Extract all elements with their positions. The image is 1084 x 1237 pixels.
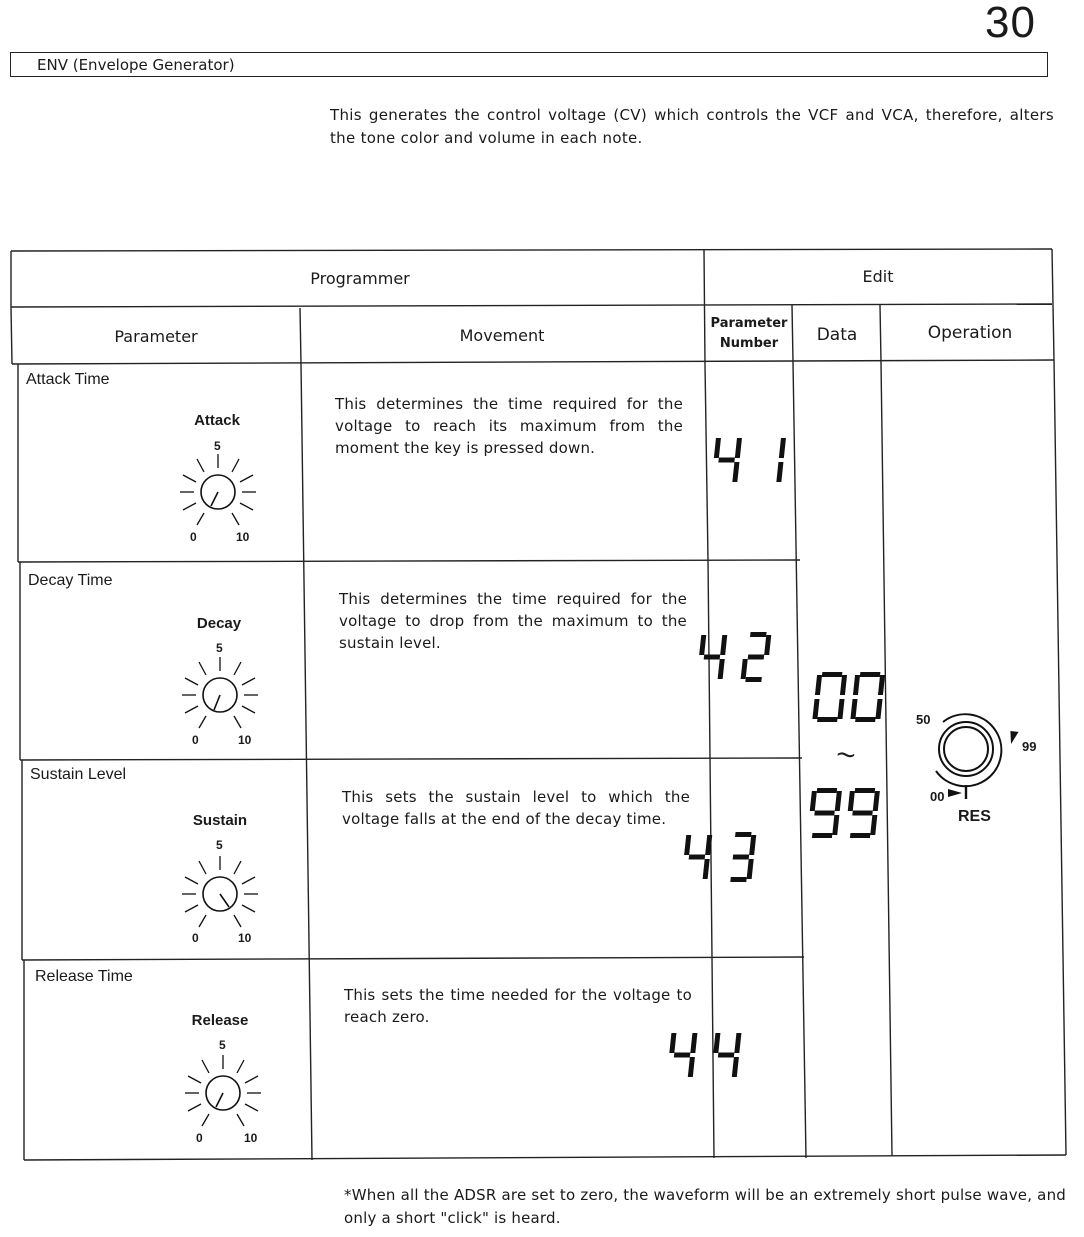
knob-decay-tick-mid: 5 (216, 641, 223, 655)
res-knob-max-label: 99 (1022, 739, 1037, 754)
param-number-44-digit-0-seg-f (669, 1033, 676, 1053)
data-min-digit-0-seg-e (812, 699, 819, 719)
param-number-43-digit-1-seg-g (733, 855, 750, 860)
data-min-digit-1-seg-e (850, 699, 857, 719)
data-max-digit-1-seg-g (852, 811, 873, 816)
data-min-digit-1-seg-d (855, 717, 876, 722)
param-number-43-digit-0-seg-g (689, 855, 706, 860)
knob-label-attack: Attack (194, 412, 240, 429)
header-parameter-number-line2: Number (719, 336, 779, 351)
movement-decay: This determines the time required for the voltage to drop from the maximum to the sustain level. (339, 590, 687, 652)
param-number-44-digit-0-seg-g (674, 1053, 691, 1058)
data-max-digit-0-seg-f (810, 791, 817, 811)
param-number-41-digit-1-seg-b (779, 438, 786, 458)
data-max-digit-0-seg-b (835, 791, 842, 811)
param-number-42-digit-1-seg-g (748, 655, 765, 660)
knob-decay-tick-max: 10 (238, 733, 252, 747)
knob-sustain-tick-min: 0 (192, 931, 199, 945)
param-number-41-digit-0-seg-f (714, 438, 721, 458)
param-number-43-digit-1-seg-d (730, 877, 747, 882)
param-name-attack: Attack Time (26, 371, 110, 388)
data-min-digit-0-seg-f (815, 675, 822, 695)
data-max-digit-1-seg-c (870, 815, 877, 835)
data-min-digit-0-seg-b (840, 675, 847, 695)
res-knob-mid-label: 50 (916, 712, 931, 727)
res-knob-min-label: 00 (930, 789, 945, 804)
header-parameter-number-line1: Parameter (710, 316, 788, 331)
data-min-digit-1-seg-f (853, 675, 860, 695)
param-number-41-digit-0-seg-g (718, 458, 735, 463)
knob-label-sustain: Sustain (192, 812, 248, 829)
param-number-44-digit-0-seg-c (688, 1057, 695, 1077)
param-number-44-digit-1-seg-g (718, 1053, 735, 1058)
data-max-digit-0-seg-a (817, 788, 838, 793)
knob-sustain-tick-max: 10 (238, 931, 252, 945)
param-number-43-digit-1-seg-c (747, 859, 754, 879)
data-min-digit-1-seg-a (860, 672, 881, 677)
knob-attack-tick-min: 0 (190, 530, 197, 544)
data-max-digit-1-seg-f (848, 791, 855, 811)
data-max-digit-1-seg-b (873, 791, 880, 811)
header-programmer: Programmer (310, 269, 410, 288)
header-operation: Operation (927, 323, 1013, 343)
section-title: ENV (Envelope Generator) (37, 56, 235, 74)
param-number-44-digit-1-seg-b (734, 1033, 741, 1053)
param-number-41-digit-1-seg-c (776, 462, 783, 482)
data-min-digit-0-seg-d (817, 717, 838, 722)
param-number-42-digit-1-seg-d (745, 677, 762, 682)
movement-attack: This determines the time required for the voltage to reach its maximum from the moment the key is pressed down. (335, 395, 683, 457)
data-min-digit-1-seg-c (875, 699, 882, 719)
param-name-sustain: Sustain Level (30, 766, 127, 783)
data-max-digit-1-seg-a (855, 788, 876, 793)
header-parameter: Parameter (114, 327, 198, 346)
param-number-42-digit-1-seg-a (750, 632, 767, 637)
param-number-42-digit-0-seg-g (704, 655, 721, 660)
param-number-44-digit-1-seg-f (713, 1033, 720, 1053)
param-number-43-digit-0-seg-f (684, 835, 691, 855)
data-range-separator: ~ (833, 738, 859, 772)
header-data: Data (816, 325, 858, 345)
param-number-41-digit-0-seg-c (732, 462, 739, 482)
knob-label-release: Release (191, 1012, 249, 1029)
data-max-digit-1-seg-d (850, 833, 871, 838)
movement-release: This sets the time needed for the voltage to reach zero. (344, 986, 692, 1026)
intro-paragraph: This generates the control voltage (CV) which controls the VCF and VCA, therefore, alters the tone color and volume in each note. (330, 106, 1054, 147)
data-max-digit-0-seg-g (814, 811, 835, 816)
footnote: *When all the ADSR are set to zero, the waveform will be an extremely short pulse wave, and only a short "click" is heard. (344, 1186, 1066, 1227)
knob-release-tick-max: 10 (244, 1131, 258, 1145)
param-number-42-digit-0-seg-f (699, 635, 706, 655)
param-name-decay: Decay Time (28, 572, 113, 589)
knob-release-tick-min: 0 (196, 1131, 203, 1145)
knob-attack-tick-mid: 5 (214, 439, 221, 453)
header-movement: Movement (459, 326, 545, 345)
param-number-42-digit-0-seg-c (718, 659, 725, 679)
data-max-digit-0-seg-c (832, 815, 839, 835)
res-knob-label: RES (958, 808, 991, 825)
param-number-42-digit-0-seg-b (720, 635, 727, 655)
data-min-digit-0-seg-a (822, 672, 843, 677)
knob-label-decay: Decay (196, 615, 242, 632)
param-number-44-digit-0-seg-b (690, 1033, 697, 1053)
knob-sustain-tick-mid: 5 (216, 838, 223, 852)
knob-attack-tick-max: 10 (236, 530, 250, 544)
param-number-43-digit-0-seg-c (703, 859, 710, 879)
movement-sustain: This sets the sustain level to which the voltage falls at the end of the decay time. (342, 788, 690, 828)
param-number-42-digit-1-seg-b (764, 635, 771, 655)
data-max-digit-0-seg-d (812, 833, 833, 838)
param-number-41-text (0, 0, 1, 1)
param-number-43-digit-1-seg-b (749, 835, 756, 855)
param-number-42-digit-1-seg-e (741, 659, 748, 679)
param-number-44-digit-1-seg-c (732, 1057, 739, 1077)
param-number-43-digit-0-seg-b (705, 835, 712, 855)
page-number: 30 (985, 0, 1036, 47)
knob-decay-tick-min: 0 (192, 733, 199, 747)
data-min-digit-1-seg-b (878, 675, 885, 695)
knob-release-tick-mid: 5 (219, 1038, 226, 1052)
param-name-release: Release Time (35, 968, 133, 985)
data-min-digit-0-seg-c (837, 699, 844, 719)
header-edit: Edit (862, 267, 894, 286)
param-number-41-digit-0-seg-b (735, 438, 742, 458)
param-number-43-digit-1-seg-a (735, 832, 752, 837)
